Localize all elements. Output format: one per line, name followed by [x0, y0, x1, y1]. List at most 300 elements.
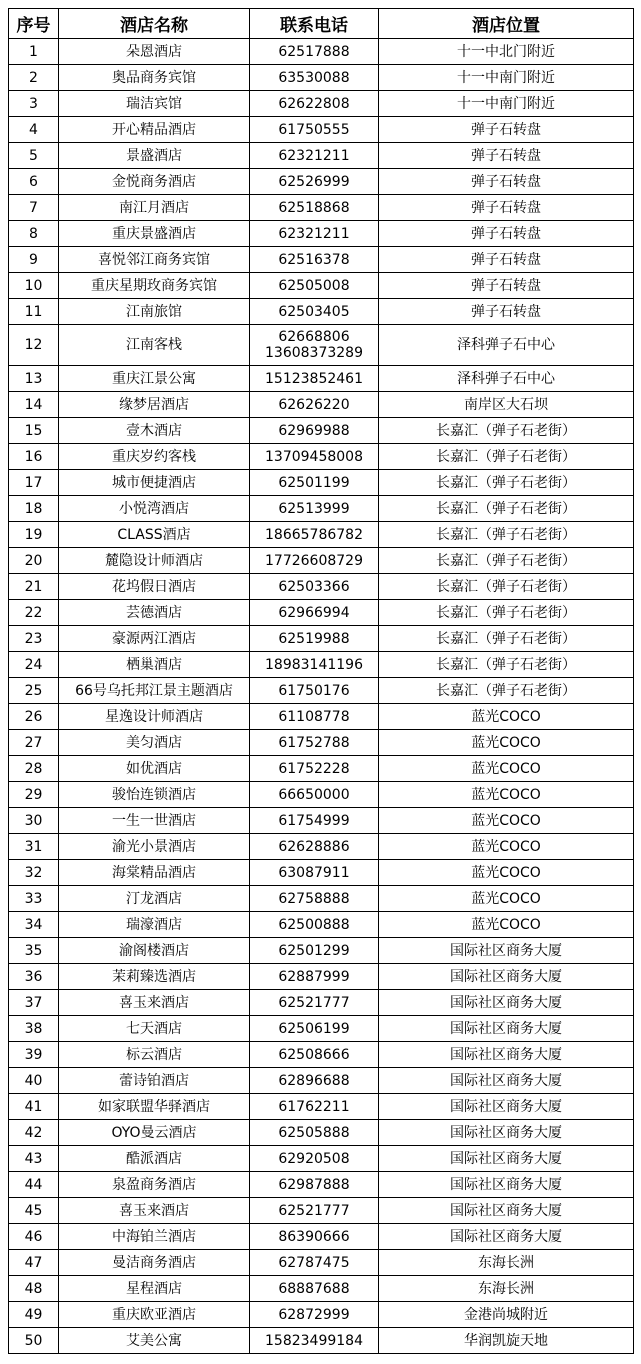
table-row: [9, 626, 634, 652]
hotel-location: 长嘉汇（弹子石老街）: [379, 418, 634, 444]
table-row: [9, 418, 634, 444]
hotel-name: 海棠精品酒店: [59, 860, 250, 886]
phone-line: 62896688: [278, 1072, 350, 1089]
hotel-location: 弹子石转盘: [379, 169, 634, 195]
phone-number: [250, 444, 379, 470]
table-row: [9, 117, 634, 143]
phone-line: 13709458008: [265, 448, 363, 465]
hotel-location: 泽科弹子石中心: [379, 325, 634, 366]
table-row: [9, 1328, 634, 1354]
hotel-location: 弹子石转盘: [379, 299, 634, 325]
hotel-name: 芸德酒店: [59, 600, 250, 626]
phone-line: 62500888: [278, 916, 350, 933]
hotel-name: 豪源两江酒店: [59, 626, 250, 652]
hotel-location: 蓝光COCO: [379, 730, 634, 756]
phone-number: [250, 143, 379, 169]
table-row: [9, 1302, 634, 1328]
hotel-name: 蕾诗铂酒店: [59, 1068, 250, 1094]
row-index: 48: [9, 1276, 59, 1302]
row-index: 23: [9, 626, 59, 652]
row-index: 45: [9, 1198, 59, 1224]
hotel-name: 七天酒店: [59, 1016, 250, 1042]
hotel-name: 江南客栈: [59, 325, 250, 366]
hotel-name: 瑞洁宾馆: [59, 91, 250, 117]
row-index: 33: [9, 886, 59, 912]
hotel-name: 中海铂兰酒店: [59, 1224, 250, 1250]
row-index: 29: [9, 782, 59, 808]
table-header: [9, 9, 634, 39]
phone-number: [250, 39, 379, 65]
hotel-location: 蓝光COCO: [379, 860, 634, 886]
hotel-name: 重庆欧亚酒店: [59, 1302, 250, 1328]
table-row: [9, 247, 634, 273]
hotel-location: 国际社区商务大厦: [379, 1016, 634, 1042]
table-row: [9, 600, 634, 626]
phone-line: 13608373289: [265, 345, 363, 361]
hotel-name: 星程酒店: [59, 1276, 250, 1302]
phone-line: 62508666: [278, 1046, 350, 1063]
phone-line: 68887688: [278, 1280, 350, 1297]
phone-number: [250, 886, 379, 912]
hotel-table: [8, 8, 634, 1354]
table-row: [9, 522, 634, 548]
hotel-name: 喜玉来酒店: [59, 990, 250, 1016]
phone-number: [250, 65, 379, 91]
hotel-location: 长嘉汇（弹子石老街）: [379, 600, 634, 626]
phone-number: [250, 299, 379, 325]
row-index: 25: [9, 678, 59, 704]
hotel-name: 开心精品酒店: [59, 117, 250, 143]
table-row: [9, 392, 634, 418]
hotel-location: 国际社区商务大厦: [379, 1146, 634, 1172]
table-row: [9, 1094, 634, 1120]
row-index: 8: [9, 221, 59, 247]
hotel-name: 南江月酒店: [59, 195, 250, 221]
table-row: [9, 221, 634, 247]
phone-line: 62787475: [278, 1254, 350, 1271]
hotel-location: 国际社区商务大厦: [379, 1094, 634, 1120]
hotel-name: 喜悦邻江商务宾馆: [59, 247, 250, 273]
phone-line: 15823499184: [265, 1332, 363, 1349]
phone-number: [250, 1302, 379, 1328]
phone-line: 62506199: [278, 1020, 350, 1037]
phone-line: 66650000: [278, 786, 350, 803]
phone-number: [250, 418, 379, 444]
hotel-name: 如家联盟华驿酒店: [59, 1094, 250, 1120]
table-row: [9, 678, 634, 704]
phone-number: [250, 1016, 379, 1042]
row-index: 34: [9, 912, 59, 938]
phone-number: [250, 782, 379, 808]
hotel-location: 弹子石转盘: [379, 195, 634, 221]
row-index: 15: [9, 418, 59, 444]
hotel-location: 长嘉汇（弹子石老街）: [379, 626, 634, 652]
hotel-name: 景盛酒店: [59, 143, 250, 169]
hotel-name: 美匀酒店: [59, 730, 250, 756]
phone-number: [250, 730, 379, 756]
header-phone: 联系电话: [250, 9, 379, 39]
row-index: 16: [9, 444, 59, 470]
table-row: [9, 964, 634, 990]
table-row: [9, 834, 634, 860]
hotel-name: 栖巢酒店: [59, 652, 250, 678]
hotel-location: 东海长洲: [379, 1276, 634, 1302]
hotel-location: 长嘉汇（弹子石老街）: [379, 574, 634, 600]
hotel-location: 弹子石转盘: [379, 143, 634, 169]
table-body: [9, 39, 634, 1354]
hotel-name: 渝光小景酒店: [59, 834, 250, 860]
phone-number: [250, 392, 379, 418]
hotel-location: 蓝光COCO: [379, 912, 634, 938]
hotel-location: 蓝光COCO: [379, 782, 634, 808]
row-index: 35: [9, 938, 59, 964]
hotel-location: 蓝光COCO: [379, 704, 634, 730]
phone-number: [250, 1146, 379, 1172]
table-row: [9, 1016, 634, 1042]
phone-number: [250, 548, 379, 574]
phone-number: [250, 626, 379, 652]
row-index: 36: [9, 964, 59, 990]
phone-number: [250, 912, 379, 938]
row-index: 41: [9, 1094, 59, 1120]
phone-line: 62503405: [278, 303, 350, 320]
table-row: [9, 860, 634, 886]
hotel-location: 蓝光COCO: [379, 756, 634, 782]
row-index: 6: [9, 169, 59, 195]
phone-number: [250, 247, 379, 273]
hotel-name: 重庆星期玫商务宾馆: [59, 273, 250, 299]
hotel-location: 长嘉汇（弹子石老街）: [379, 522, 634, 548]
row-index: 2: [9, 65, 59, 91]
phone-line: 61754999: [278, 812, 350, 829]
hotel-name: 江南旅馆: [59, 299, 250, 325]
phone-line: 86390666: [278, 1228, 350, 1245]
hotel-location: 国际社区商务大厦: [379, 1224, 634, 1250]
hotel-location: 十一中南门附近: [379, 91, 634, 117]
table-row: [9, 39, 634, 65]
hotel-name: 朵恩酒店: [59, 39, 250, 65]
table-row: [9, 730, 634, 756]
phone-line: 17726608729: [265, 552, 363, 569]
row-index: 38: [9, 1016, 59, 1042]
hotel-name: 金悦商务酒店: [59, 169, 250, 195]
row-index: 1: [9, 39, 59, 65]
phone-number: [250, 1120, 379, 1146]
header-location: 酒店位置: [379, 9, 634, 39]
phone-line: 62526999: [278, 173, 350, 190]
row-index: 17: [9, 470, 59, 496]
hotel-name: 缘梦居酒店: [59, 392, 250, 418]
phone-line: 61750555: [278, 121, 350, 138]
row-index: 20: [9, 548, 59, 574]
table-row: [9, 990, 634, 1016]
table-row: [9, 1276, 634, 1302]
hotel-location: 东海长洲: [379, 1250, 634, 1276]
row-index: 18: [9, 496, 59, 522]
table-row: [9, 1224, 634, 1250]
row-index: 11: [9, 299, 59, 325]
phone-line: 62521777: [278, 1202, 350, 1219]
hotel-name: 骏怡连锁酒店: [59, 782, 250, 808]
phone-number: [250, 1198, 379, 1224]
phone-line: 63530088: [278, 69, 350, 86]
phone-number: [250, 600, 379, 626]
row-index: 10: [9, 273, 59, 299]
phone-line: 62505008: [278, 277, 350, 294]
table-row: [9, 912, 634, 938]
row-index: 24: [9, 652, 59, 678]
phone-line: 61762211: [278, 1098, 350, 1115]
phone-line: 62519988: [278, 630, 350, 647]
hotel-name: 小悦湾酒店: [59, 496, 250, 522]
phone-line: 15123852461: [265, 370, 363, 387]
phone-line: 62966994: [278, 604, 350, 621]
row-index: 42: [9, 1120, 59, 1146]
table-row: [9, 782, 634, 808]
hotel-location: 华润凯旋天地: [379, 1328, 634, 1354]
row-index: 3: [9, 91, 59, 117]
phone-line: 61752228: [278, 760, 350, 777]
hotel-location: 弹子石转盘: [379, 247, 634, 273]
row-index: 44: [9, 1172, 59, 1198]
hotel-location: 蓝光COCO: [379, 834, 634, 860]
hotel-name: 壹木酒店: [59, 418, 250, 444]
phone-line: 62969988: [278, 422, 350, 439]
phone-line: 62517888: [278, 43, 350, 60]
phone-number: [250, 366, 379, 392]
table-row: [9, 444, 634, 470]
header-name: 酒店名称: [59, 9, 250, 39]
phone-number: [250, 470, 379, 496]
phone-number: [250, 808, 379, 834]
row-index: 43: [9, 1146, 59, 1172]
hotel-location: 国际社区商务大厦: [379, 990, 634, 1016]
phone-line: 62887999: [278, 968, 350, 985]
phone-line: 62668806: [278, 329, 350, 345]
row-index: 26: [9, 704, 59, 730]
hotel-name: 渝阁楼酒店: [59, 938, 250, 964]
table-row: [9, 299, 634, 325]
table-row: [9, 1198, 634, 1224]
phone-number: [250, 91, 379, 117]
hotel-location: 弹子石转盘: [379, 117, 634, 143]
hotel-name: 如优酒店: [59, 756, 250, 782]
phone-number: [250, 1042, 379, 1068]
table-row: [9, 574, 634, 600]
phone-number: [250, 1224, 379, 1250]
phone-line: 62872999: [278, 1306, 350, 1323]
phone-number: [250, 325, 379, 366]
hotel-location: 国际社区商务大厦: [379, 1120, 634, 1146]
row-index: 19: [9, 522, 59, 548]
row-index: 47: [9, 1250, 59, 1276]
phone-number: [250, 221, 379, 247]
row-index: 13: [9, 366, 59, 392]
hotel-location: 十一中南门附近: [379, 65, 634, 91]
hotel-location: 长嘉汇（弹子石老街）: [379, 444, 634, 470]
phone-line: 61752788: [278, 734, 350, 751]
hotel-name: 喜玉来酒店: [59, 1198, 250, 1224]
hotel-location: 泽科弹子石中心: [379, 366, 634, 392]
hotel-name: 一生一世酒店: [59, 808, 250, 834]
phone-line: 62516378: [278, 251, 350, 268]
hotel-location: 国际社区商务大厦: [379, 1198, 634, 1224]
hotel-name: CLASS酒店: [59, 522, 250, 548]
table-row: [9, 143, 634, 169]
table-row: [9, 808, 634, 834]
phone-line: 61750176: [278, 682, 350, 699]
table-row: [9, 195, 634, 221]
table-row: [9, 548, 634, 574]
phone-line: 62503366: [278, 578, 350, 595]
phone-line: 18983141196: [265, 656, 363, 673]
table-row: [9, 366, 634, 392]
hotel-name: 重庆景盛酒店: [59, 221, 250, 247]
phone-number: [250, 273, 379, 299]
phone-line: 62521777: [278, 994, 350, 1011]
row-index: 50: [9, 1328, 59, 1354]
hotel-location: 长嘉汇（弹子石老街）: [379, 496, 634, 522]
hotel-location: 十一中北门附近: [379, 39, 634, 65]
table-row: [9, 496, 634, 522]
hotel-location: 弹子石转盘: [379, 273, 634, 299]
row-index: 31: [9, 834, 59, 860]
table-row: [9, 652, 634, 678]
phone-number: [250, 938, 379, 964]
phone-number: [250, 678, 379, 704]
hotel-name: 艾美公寓: [59, 1328, 250, 1354]
phone-line: 62626220: [278, 396, 350, 413]
hotel-name: OYO曼云酒店: [59, 1120, 250, 1146]
phone-line: 62321211: [278, 225, 350, 242]
hotel-location: 长嘉汇（弹子石老街）: [379, 470, 634, 496]
row-index: 7: [9, 195, 59, 221]
table-row: [9, 169, 634, 195]
header-index: 序号: [9, 9, 59, 39]
table-row: [9, 1250, 634, 1276]
table-row: [9, 325, 634, 366]
table-row: [9, 1172, 634, 1198]
row-index: 39: [9, 1042, 59, 1068]
row-index: 12: [9, 325, 59, 366]
row-index: 14: [9, 392, 59, 418]
hotel-location: 长嘉汇（弹子石老街）: [379, 652, 634, 678]
phone-line: 63087911: [278, 864, 350, 881]
hotel-name: 花坞假日酒店: [59, 574, 250, 600]
phone-number: [250, 704, 379, 730]
hotel-name: 重庆江景公寓: [59, 366, 250, 392]
hotel-name: 茉莉臻选酒店: [59, 964, 250, 990]
phone-number: [250, 1172, 379, 1198]
phone-number: [250, 496, 379, 522]
phone-number: [250, 1094, 379, 1120]
table-row: [9, 1068, 634, 1094]
hotel-name: 66号乌托邦江景主题酒店: [59, 678, 250, 704]
hotel-location: 弹子石转盘: [379, 221, 634, 247]
phone-number: [250, 574, 379, 600]
phone-line: 62513999: [278, 500, 350, 517]
header-row: [9, 9, 634, 39]
hotel-name: 曼洁商务酒店: [59, 1250, 250, 1276]
phone-line: 62987888: [278, 1176, 350, 1193]
table-row: [9, 91, 634, 117]
hotel-name: 汀龙酒店: [59, 886, 250, 912]
phone-number: [250, 1068, 379, 1094]
hotel-name: 城市便捷酒店: [59, 470, 250, 496]
hotel-location: 国际社区商务大厦: [379, 1068, 634, 1094]
phone-number: [250, 195, 379, 221]
hotel-location: 长嘉汇（弹子石老街）: [379, 548, 634, 574]
hotel-location: 国际社区商务大厦: [379, 938, 634, 964]
phone-number: [250, 964, 379, 990]
hotel-name: 奥品商务宾馆: [59, 65, 250, 91]
row-index: 30: [9, 808, 59, 834]
phone-number: [250, 1328, 379, 1354]
row-index: 4: [9, 117, 59, 143]
row-index: 37: [9, 990, 59, 1016]
phone-line: 62622808: [278, 95, 350, 112]
hotel-name: 瑞濠酒店: [59, 912, 250, 938]
hotel-location: 金港尚城附近: [379, 1302, 634, 1328]
hotel-location: 国际社区商务大厦: [379, 1042, 634, 1068]
hotel-location: 蓝光COCO: [379, 886, 634, 912]
hotel-location: 南岸区大石坝: [379, 392, 634, 418]
row-index: 22: [9, 600, 59, 626]
phone-number: [250, 117, 379, 143]
phone-line: 62501199: [278, 474, 350, 491]
phone-number: [250, 990, 379, 1016]
hotel-name: 标云酒店: [59, 1042, 250, 1068]
phone-number: [250, 1250, 379, 1276]
row-index: 28: [9, 756, 59, 782]
row-index: 49: [9, 1302, 59, 1328]
hotel-name: 麓隐设计师酒店: [59, 548, 250, 574]
hotel-name: 酷派酒店: [59, 1146, 250, 1172]
table-row: [9, 65, 634, 91]
row-index: 9: [9, 247, 59, 273]
row-index: 46: [9, 1224, 59, 1250]
hotel-location: 蓝光COCO: [379, 808, 634, 834]
phone-line: 62628886: [278, 838, 350, 855]
hotel-name: 星逸设计师酒店: [59, 704, 250, 730]
table-row: [9, 273, 634, 299]
phone-line: 18665786782: [265, 526, 363, 543]
phone-number: [250, 1276, 379, 1302]
phone-number: [250, 522, 379, 548]
hotel-location: 国际社区商务大厦: [379, 964, 634, 990]
hotel-name: 泉盈商务酒店: [59, 1172, 250, 1198]
row-index: 5: [9, 143, 59, 169]
hotel-location: 国际社区商务大厦: [379, 1172, 634, 1198]
phone-number: [250, 834, 379, 860]
row-index: 27: [9, 730, 59, 756]
phone-line: 62501299: [278, 942, 350, 959]
hotel-location: 长嘉汇（弹子石老街）: [379, 678, 634, 704]
phone-number: [250, 860, 379, 886]
phone-line: 62758888: [278, 890, 350, 907]
table-row: [9, 704, 634, 730]
row-index: 32: [9, 860, 59, 886]
phone-line: 62321211: [278, 147, 350, 164]
table-row: [9, 756, 634, 782]
hotel-name: 重庆岁约客栈: [59, 444, 250, 470]
phone-number: [250, 169, 379, 195]
phone-number: [250, 652, 379, 678]
phone-line: 62505888: [278, 1124, 350, 1141]
row-index: 21: [9, 574, 59, 600]
table-row: [9, 1146, 634, 1172]
table-row: [9, 938, 634, 964]
